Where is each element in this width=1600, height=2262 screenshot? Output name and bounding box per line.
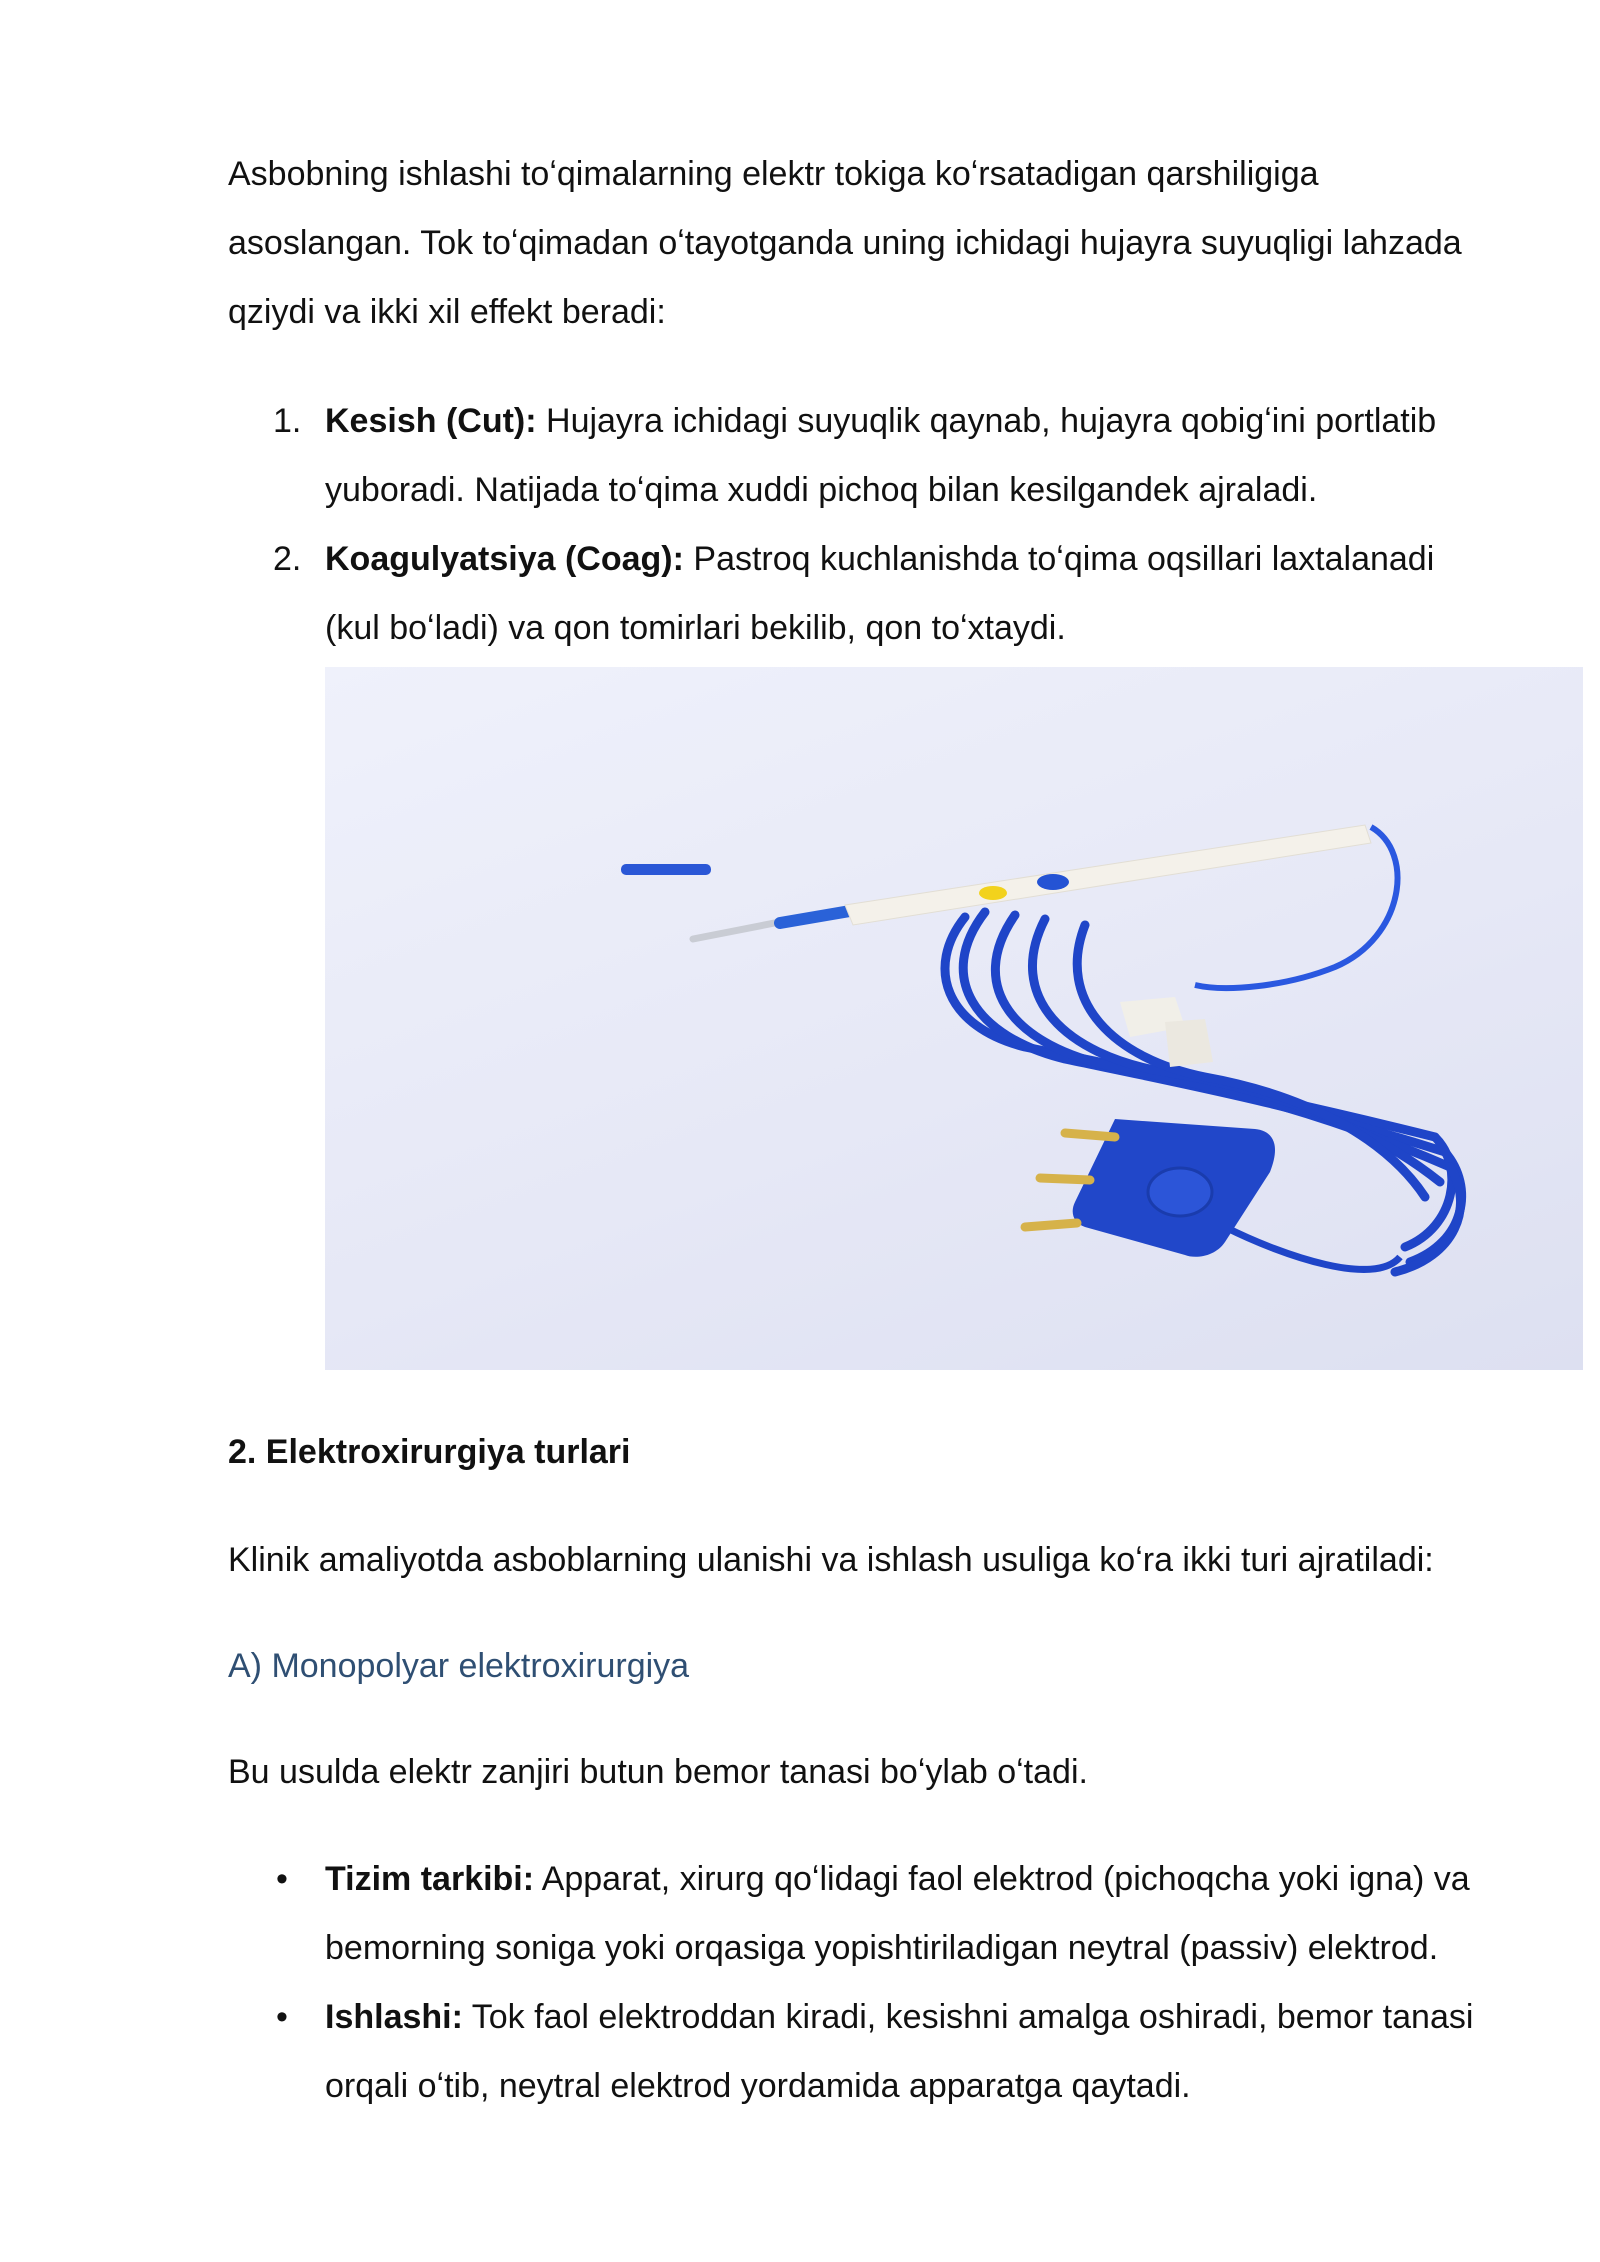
- electrosurgical-pencil-photo: [325, 667, 1583, 1370]
- bullet-dot: •: [276, 1860, 288, 1898]
- list-number: 2.: [273, 540, 302, 578]
- list-number: 1.: [273, 402, 302, 440]
- list-item-term: Koagulyatsiya (Coag):: [325, 540, 684, 578]
- list-item-term: Kesish (Cut):: [325, 402, 537, 440]
- list-item-body: [325, 525, 1485, 663]
- section-heading: 2. Elektroxirurgiya turlari: [228, 1433, 631, 1471]
- list-item-body: [325, 387, 1485, 525]
- bullet-dot: •: [276, 1998, 288, 2036]
- intro-paragraph: Asbobning ishlashi toʻqimalarning elektr tokiga koʻrsatadigan qarshiligiga asoslangan. Tok toʻqimadan oʻtayotganda uning ichidagi hujayra suyuqligi lahzada qziydi va ikki xil effekt beradi:: [228, 155, 1462, 331]
- bullet-item-term: Tizim tarkibi:: [325, 1860, 535, 1898]
- subsection-heading: A) Monopolyar elektroxirurgiya: [228, 1647, 690, 1685]
- section-intro-paragraph: Klinik amaliyotda asboblarning ulanishi va ishlash usuliga koʻra ikki turi ajratiladi:: [228, 1541, 1434, 1579]
- bullet-item-text: Apparat, xirurg qoʻlidagi faol elektrod (pichoqcha yoki igna) va bemorning soniga yoki orqasiga yopishtiriladigan neytral (passiv) elektrod.: [325, 1860, 1470, 1967]
- subsection-description: Bu usulda elektr zanjiri butun bemor tanasi boʻylab oʻtadi.: [228, 1753, 1088, 1791]
- bullet-item-term: Ishlashi:: [325, 1998, 463, 2036]
- bullet-item-text: Tok faol elektroddan kiradi, kesishni amalga oshiradi, bemor tanasi orqali oʻtib, neytral elektrod yordamida apparatga qaytadi.: [325, 1998, 1474, 2105]
- bullet-item-body: [325, 1983, 1485, 2121]
- bullet-item-body: [325, 1845, 1485, 1983]
- list-item-text: Hujayra ichidagi suyuqlik qaynab, hujayra qobigʻini portlatib yuboradi. Natijada toʻqima xuddi pichoq bilan kesilgandek ajraladi.: [325, 402, 1437, 509]
- list-item-text: Pastroq kuchlanishda toʻqima oqsillari laxtalanadi (kul boʻladi) va qon tomirlari bekilib, qon toʻxtaydi.: [325, 540, 1435, 647]
